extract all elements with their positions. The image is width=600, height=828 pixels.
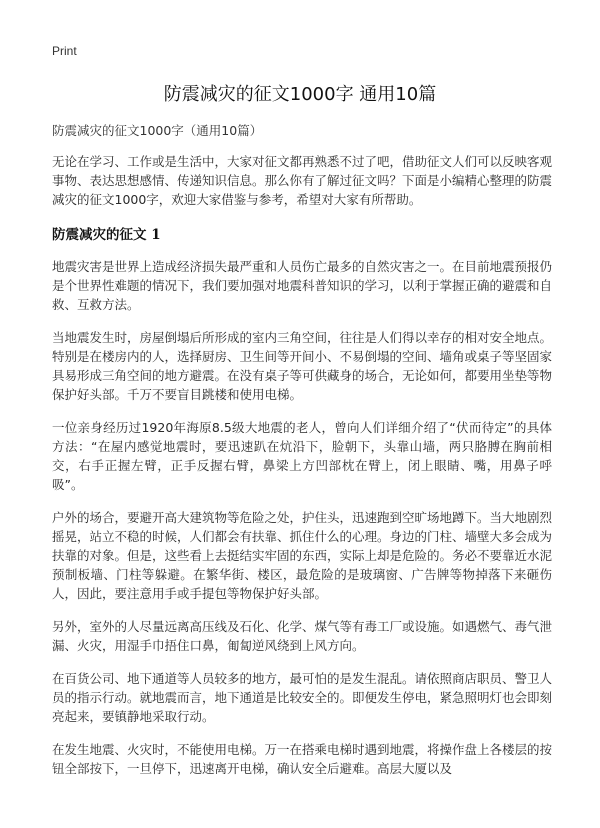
document-subtitle: 防震减灾的征文1000字（通用10篇）: [52, 123, 263, 138]
body-paragraph: 一位亲身经历过1920年海原8.5级大地震的老人，曾向人们详细介绍了“伏而待定”的具体方法：“在屋内感觉地震时，要迅速趴在炕沿下，脸朝下，头靠山墙，两只胳膊在胸前相交，右手正握左臂，正手反握右臂，鼻梁上方凹部枕在臂上，闭上眼睛、嘴，用鼻子呼吸”。: [52, 420, 552, 492]
body-paragraph: 在百货公司、地下通道等人员较多的地方，最可怕的是发生混乱。请依照商店职员、警卫人员的指示行动。就地震而言，地下通道是比较安全的。即便发生停电，紧急照明灯也会即刻亮起来，要镇静地采取行动。: [52, 671, 553, 724]
intro-paragraph: 无论在学习、工作或是生活中，大家对征文都再熟悉不过了吧，借助征文人们可以反映客观事物、表达思想感情、传递知识信息。那么你有了解过征文吗？下面是小编精心整理的防震减灾的征文1000字，欢迎大家借鉴与参考，希望对大家有所帮助。: [52, 154, 553, 207]
page-title: 防震减灾的征文1000字 通用10篇: [163, 84, 437, 105]
body-paragraph: 户外的场合，要避开高大建筑物等危险之处，护住头，迅速跑到空旷场地蹲下。当大地剧烈摇晃，站立不稳的时候，人们都会有扶靠、抓住什么的心理。身边的门柱、墙壁大多会成为扶靠的对象。但是，这些看上去挺结实牢固的东西，实际上却是危险的。务必不要靠近水泥预制板墙、门柱等躲避。在繁华街、楼区，最危险的是玻璃窗、广告牌等物掉落下来砸伤人，因此，要注意用手或手提包等物保护好头部。: [52, 510, 553, 601]
body-paragraph: 在发生地震、火灾时，不能使用电梯。万一在搭乘电梯时遇到地震，将操作盘上各楼层的按钮全部按下，一旦停下，迅速离开电梯，确认安全后避难。高层大厦以及: [52, 742, 553, 776]
body-paragraph: 当地震发生时，房屋倒塌后所形成的室内三角空间，往往是人们得以幸存的相对安全地点。特别是在楼房内的人，选择厨房、卫生间等开间小、不易倒塌的空间、墙角或桌子等坚固家具易形成三角空间的地方避震。在没有桌子等可供藏身的场合，无论如何，都要用坐垫等物保护好头部。千万不要盲目跳楼和使用电梯。: [52, 330, 553, 402]
article-body: [52, 152, 552, 792]
section-heading: 防震减灾的征文 1: [52, 227, 161, 243]
print-link[interactable]: Print: [52, 44, 77, 58]
body-paragraph: 另外，室外的人尽量远离高压线及石化、化学、煤气等有毒工厂或设施。如遇燃气、毒气泄漏、火灾，用湿手巾捂住口鼻，匍匐逆风绕到上风方向。: [52, 619, 553, 653]
body-paragraph: 地震灾害是世界上造成经济损失最严重和人员伤亡最多的自然灾害之一。在目前地震预报仍是个世界性难题的情况下，我们要加强对地震科普知识的学习，以利于掌握正确的避震和自救、互救方法。: [52, 259, 553, 312]
